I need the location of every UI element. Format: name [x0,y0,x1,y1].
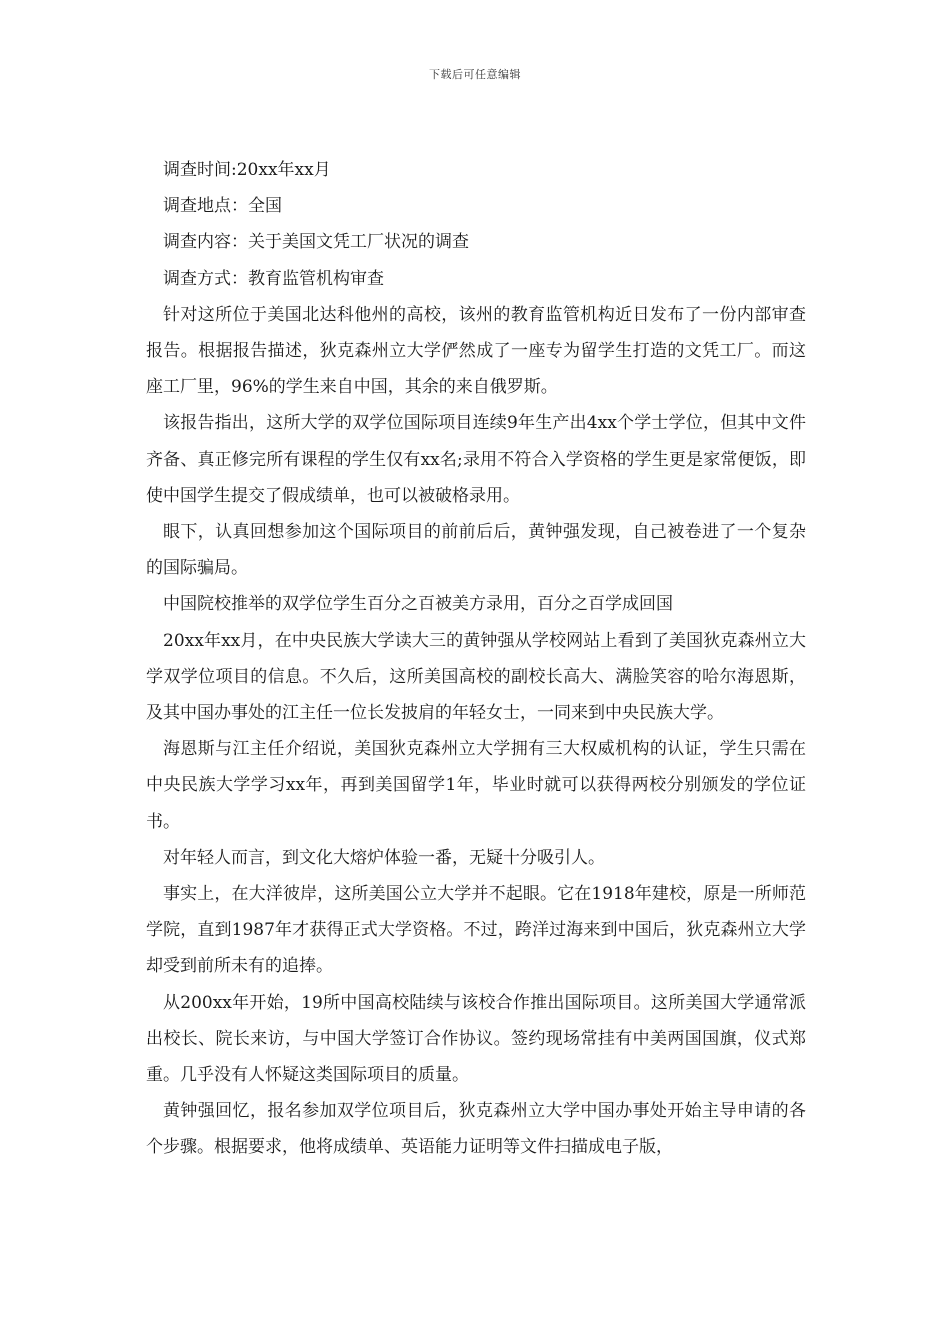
body-paragraph: 20xx年xx月，在中央民族大学读大三的黄钟强从学校网站上看到了美国狄克森州立大学双学位项目的信息。不久后，这所美国高校的副校长高大、满脸笑容的哈尔海恩斯，及其中国办事处的江主任一位长发披肩的年轻女士，一同来到中央民族大学。 [146,630,806,724]
body-paragraph: 从200xx年开始，19所中国高校陆续与该校合作推出国际项目。这所美国大学通常派出校长、院长来访，与中国大学签订合作协议。签约现场常挂有中美两国国旗，仪式郑重。几乎没有人怀疑这类国际项目的质量。 [146,992,806,1086]
body-paragraph: 针对这所位于美国北达科他州的高校，该州的教育监管机构近日发布了一份内部审查报告。根据报告描述，狄克森州立大学俨然成了一座专为留学生打造的文凭工厂。而这座工厂里，96%的学生来自中国，其余的来自俄罗斯。 [146,304,806,398]
body-paragraph: 黄钟强回忆，报名参加双学位项目后，狄克森州立大学中国办事处开始主导申请的各个步骤。根据要求，他将成绩单、英语能力证明等文件扫描成电子版， [146,1101,806,1158]
body-paragraph: 该报告指出，这所大学的双学位国际项目连续9年生产出4xx个学士学位，但其中文件齐备、真正修完所有课程的学生仅有xx名;录用不符合入学资格的学生更是家常便饭，即使中国学生提交了假成绩单，也可以被破格录用。 [146,413,806,506]
survey-location: 调查地点：全国 [163,196,282,217]
body-paragraph: 事实上，在大洋彼岸，这所美国公立大学并不起眼。它在1918年建校，原是一所师范学院，直到1987年才获得正式大学资格。不过，跨洋过海来到中国后，狄克森州立大学却受到前所未有的追捧。 [146,884,806,977]
survey-content: 调查内容：关于美国文凭工厂状况的调查 [163,232,469,253]
body-paragraph: 海恩斯与江主任介绍说，美国狄克森州立大学拥有三大权威机构的认证，学生只需在中央民族大学学习xx年，再到美国留学1年，毕业时就可以获得两校分别颁发的学位证书。 [146,739,806,832]
survey-method: 调查方式：教育监管机构审查 [163,268,384,289]
body-paragraph: 眼下，认真回想参加这个国际项目的前前后后，黄钟强发现，自己被卷进了一个复杂的国际骗局。 [146,522,806,579]
body-paragraph: 对年轻人而言，到文化大熔炉体验一番，无疑十分吸引人。 [163,847,605,868]
page-header: 下载后可任意编辑 [429,68,521,81]
section-subheading: 中国院校推举的双学位学生百分之百被美方录用，百分之百学成回国 [163,594,673,615]
survey-time: 调查时间:20xx年xx月 [163,160,331,180]
document-body [146,152,806,1166]
